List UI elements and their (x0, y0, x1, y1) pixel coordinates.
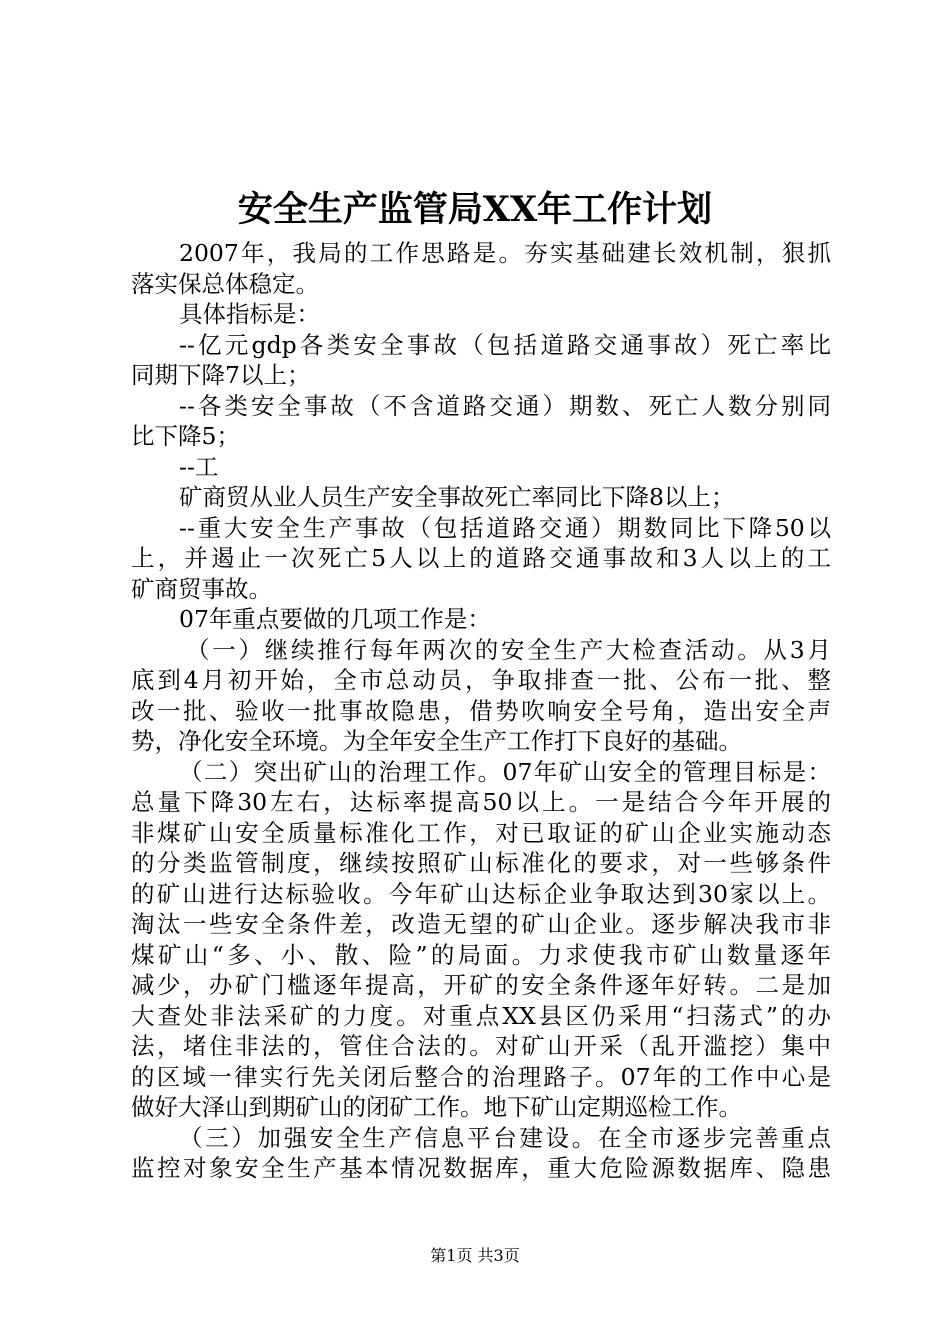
body-line: 势，净化安全环境。为全年安全生产工作打下良好的基础。 (131, 727, 742, 755)
body-line: 做好大泽山到期矿山的闭矿工作。地下矿山定期巡检工作。 (131, 1093, 742, 1121)
body-line: 具体指标是： (179, 300, 320, 328)
body-line: 比下降5； (131, 422, 240, 450)
body-line: 2007年，我局的工作思路是。夯实基础建长效机制，狠抓 (179, 239, 831, 267)
body-line: 矿商贸从业人员生产安全事故死亡率同比下降8以上； (179, 483, 735, 511)
body-line: --重大安全生产事故（包括道路交通）期数同比下降50以 (179, 513, 831, 542)
body-line: --亿元gdp各类安全事故（包括道路交通事故）死亡率比 (179, 330, 831, 359)
body-line: 总量下降30左右，达标率提高50以上。一是结合今年开展的 (131, 788, 831, 816)
body-line: 的分类监管制度，继续按照矿山标准化的要求，对一些够条件 (131, 849, 831, 877)
body-line: 的区域一律实行先关闭后整合的治理路子。07年的工作中心是 (131, 1062, 831, 1091)
body-line: （二）突出矿山的治理工作。07年矿山安全的管理目标是： (179, 757, 831, 786)
document-title: 安全生产监管局XX年工作计划 (237, 189, 713, 230)
body-line: （一）继续推行每年两次的安全生产大检查活动。从3月 (186, 635, 831, 664)
page-footer: 第1页 共3页 (430, 1246, 520, 1265)
body-line: （三）加强安全生产信息平台建设。在全市逐步完善重点 (179, 1123, 831, 1152)
body-line: 07年重点要做的几项工作是： (179, 605, 491, 633)
body-line: --工 (179, 452, 219, 481)
body-line: 法，堵住非法的，管住合法的。对矿山开采（乱开滥挖）集中 (131, 1032, 831, 1060)
document-body (131, 238, 831, 1184)
body-line: 非煤矿山安全质量标准化工作，对已取证的矿山企业实施动态 (131, 818, 831, 847)
body-line: 淘汰一些安全条件差，改造无望的矿山企业。逐步解决我市非 (131, 910, 831, 938)
body-line: 减少，办矿门槛逐年提高，开矿的安全条件逐年好转。二是加 (131, 971, 831, 999)
body-line: 矿商贸事故。 (131, 574, 272, 603)
body-line: 煤矿山“多、小、散、险”的局面。力求使我市矿山数量逐年 (131, 940, 831, 969)
body-line: 上，并遏止一次死亡5人以上的道路交通事故和3人以上的工 (131, 544, 831, 572)
body-line: 底到4月初开始，全市总动员，争取排查一批、公布一批、整 (131, 666, 831, 694)
body-line: --各类安全事故（不含道路交通）期数、死亡人数分别同 (179, 391, 831, 420)
body-line: 落实保总体稳定。 (131, 269, 319, 298)
body-line: 同期下降7以上； (131, 361, 311, 389)
body-line: 监控对象安全生产基本情况数据库，重大危险源数据库、隐患 (131, 1154, 831, 1182)
body-line: 的矿山进行达标验收。今年矿山达标企业争取达到30家以上。 (131, 879, 831, 908)
body-line: 大查处非法采矿的力度。对重点XX县区仍采用“扫荡式”的办 (131, 1001, 831, 1030)
body-line: 改一批、验收一批事故隐患，借势吹响安全号角，造出安全声 (131, 696, 831, 725)
